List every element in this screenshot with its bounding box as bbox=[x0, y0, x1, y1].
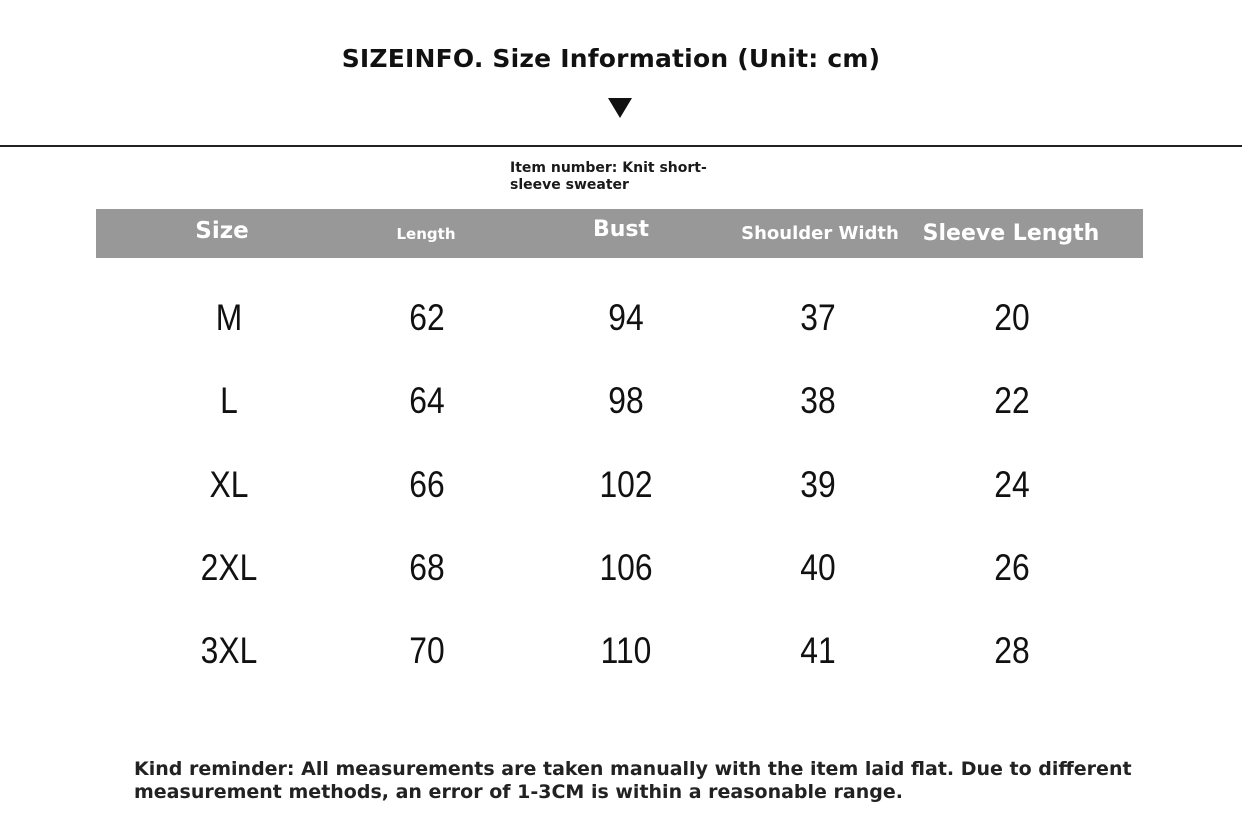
cell-length: 68 bbox=[409, 547, 445, 588]
cell-size: 3XL bbox=[200, 630, 258, 671]
cell-bust: 110 bbox=[600, 630, 652, 671]
cell-sleeve-length: 28 bbox=[994, 630, 1030, 671]
table-row bbox=[0, 460, 1242, 510]
cell-shoulder-width: 40 bbox=[800, 547, 836, 588]
item-number: Item number: Knit short-sleeve sweater bbox=[510, 160, 707, 193]
header-shoulder-width: Shoulder Width bbox=[741, 223, 899, 244]
cell-size: 2XL bbox=[200, 547, 258, 588]
cell-length: 62 bbox=[409, 297, 445, 338]
cell-length: 70 bbox=[409, 630, 445, 671]
cell-bust: 98 bbox=[608, 380, 644, 421]
cell-bust: 102 bbox=[599, 464, 653, 505]
header-bust: Bust bbox=[592, 217, 650, 242]
cell-shoulder-width: 37 bbox=[800, 297, 836, 338]
table-row bbox=[0, 626, 1242, 676]
table-row bbox=[0, 376, 1242, 426]
cell-size: M bbox=[215, 297, 243, 338]
cell-sleeve-length: 20 bbox=[994, 297, 1030, 338]
cell-sleeve-length: 22 bbox=[994, 380, 1030, 421]
cell-length: 66 bbox=[409, 464, 445, 505]
measurement-reminder: Kind reminder: All measurements are taken manually with the item laid flat. Due to different measurement methods, an error of 1-3CM is within a reasonable range. bbox=[134, 758, 1132, 803]
table-row bbox=[0, 543, 1242, 593]
cell-bust: 94 bbox=[608, 297, 644, 338]
cell-shoulder-width: 38 bbox=[800, 380, 836, 421]
header-sleeve-length: Sleeve Length bbox=[922, 221, 1100, 246]
cell-shoulder-width: 41 bbox=[800, 630, 836, 671]
cell-sleeve-length: 26 bbox=[994, 547, 1030, 588]
header-size: Size bbox=[195, 217, 249, 244]
cell-size: XL bbox=[209, 464, 249, 505]
page-title: SIZEINFO. Size Information (Unit: cm) bbox=[341, 44, 881, 73]
header-length: Length bbox=[396, 224, 456, 243]
cell-shoulder-width: 39 bbox=[800, 464, 836, 505]
cell-length: 64 bbox=[409, 380, 445, 421]
cell-size: L bbox=[220, 380, 238, 421]
cell-bust: 106 bbox=[599, 547, 653, 588]
table-row bbox=[0, 293, 1242, 343]
cell-sleeve-length: 24 bbox=[994, 464, 1030, 505]
